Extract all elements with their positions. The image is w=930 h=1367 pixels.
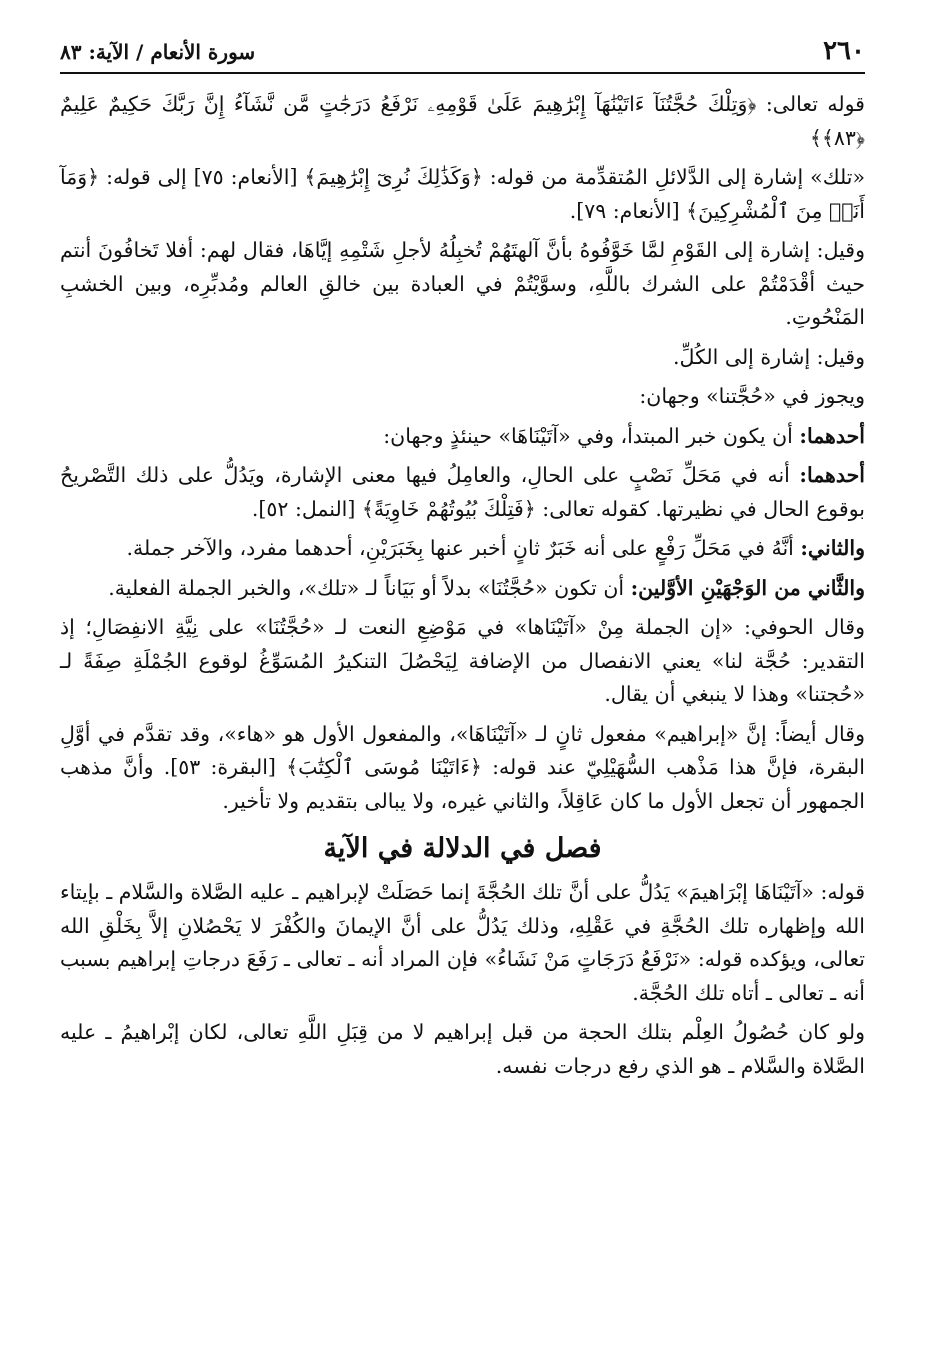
commentary-tilka: «تلك» إشارة إلى الدَّلائلِ المُتقدِّمة من قوله: ﴿وَكَذَٰلِكَ نُرِىٓ إِبْرَٰهِيمَ﴾ [الأنعام: ٧٥] إلى قوله: ﴿وَمَآ أَنَا۠ مِنَ ٱلْمُشْرِكِينَ﴾ [الأنعام: ٧٩]. [60,165,866,223]
commentary-qila-1: وقيل: إشارة إلى القَوْمِ لمَّا خَوَّفُوهُ بأنَّ آلهتَهُمْ تُخبِلُهُ لأجلِ شَتْمِهِ إيَّاهَا، فقال لهم: أفلا تَخافُونَ أنتم حيث أقْدَمْتُمْ على الشرك باللَّهِ، وسوَّيْتُمْ في العبادة بين خالقِ العالم ومُدبِّرِه، وبين الخشبِ المَنْحُوتِ. [60,238,865,329]
commentary-thani: والثاني: أنَّهُ في مَحَلِّ رَفْعٍ على أنه خَبَرٌ ثانٍ أخبر عنها بِخَبَرَيْنِ، أحدهما مفرد، والآخر جملة. [126,536,865,560]
section-para-1: قوله: «آتَيْنَاهَا إبْرَاهيمَ» يَدُلُّ على أنَّ تلك الحُجَّةَ إنما حَصَلَتْ لإبراهيم ـ عليه الصَّلاة والسَّلام ـ بإيتاء الله وإظهاره تلك الحُجَّةِ في عَقْلِهِ، وذلك يَدُلُّ على أنَّ الإيمانَ والكُفْرَ لا يَحْصُلانِ إلاَّ بِخَلْقِ الله تعالى، ويؤكده قوله: «نَرْفَعُ دَرَجَاتٍ مَنْ نَشَاءُ» فإن المراد أنه ـ تعالى ـ رَفَعَ درجاتِ إبراهيم بسبب أنه ـ تعالى ـ أتاه تلك الحُجَّة. [60,880,865,1005]
commentary-qila-2: وقيل: إشارة إلى الكُلِّ. [673,344,865,369]
main-text [60,88,865,1083]
commentary-ahaduhuma-1: أحدهما: أن يكون خبر المبتدأ، وفي «آتَيْنَاهَا» حينئذٍ وجهان: [383,423,865,448]
commentary-aydan: وقال أيضاً: إنَّ «إبراهيم» مفعول ثانٍ لـ «آتَيْنَاهَا»، والمفعول الأول هو «هاء»، وقد تقدَّم في أوَّلِ البقرة، فإنَّ هذا مَذْهب السُّهَيْلِيّ عند قوله: ﴿ءَاتَيْنَا مُوسَى ٱلْكِتَٰبَ﴾ [البقرة: ٥٣]. وأنَّ مذهب الجمهور أن تجعل الأول ما كان عَاقِلاً، والثاني غيره، ولا يبالى بتقديم ولا تأخير. [60,721,865,813]
section-title: فصل في الدلالة في الآية [323,833,602,864]
lead-term: والثاني: [800,536,865,560]
surah-verse-label: سورة الأنعام / الآية: ٨٣ [60,40,256,64]
commentary-ahaduhuma-2: أحدهما: أنه في مَحَلِّ نَصْبٍ على الحالِ، والعامِلُ فيها معنى الإشارة، ويَدُلُّ على ذلك التَّصْريحُ بوقوع الحال في نظيرتها. كقوله تعالى: ﴿فَتِلْكَ بُيُوتُهُمْ خَاوِيَةً﴾ [النمل: ٥٢]. [60,463,865,521]
page-header [60,30,865,74]
lead-term: والثَّاني من الوَجْهَيْنِ الأوَّلين: [630,575,865,600]
lead-term: أحدهما: [799,423,865,448]
commentary-hawfi: وقال الحوفي: «إن الجملة مِنْ «آتَيْنَاها» في مَوْضِعِ النعت لـ «حُجَّتُنَا» على نِيَّةِ الانفِصَالِ؛ إذ التقدير: حُجَّة لنا» يعني الانفصال من الإضافة لِيَحْصُلَ التنكيرُ المُسَوِّغُ لوقوع الجُمْلَةِ صِفَةً لـ «حُجتنا» وهذا لا ينبغي أن يقال. [60,615,865,706]
page-number: ٢٦٠ [823,36,865,66]
lead-term: أحدهما: [799,463,865,487]
commentary-thani-wajhayn: والثَّاني من الوَجْهَيْنِ الأوَّلين: أن تكون «حُجَّتُنَا» بدلاً أو بَيَاناً لـ «تلك»، والخبر الجملة الفعلية. [108,575,865,600]
book-page [60,30,865,1089]
section-para-2: ولو كان حُصُولُ العِلْم بتلك الحجة من قبل إبراهيم لا من قِبَلِ اللَّهِ تعالى، لكان إبْراهيمُ ـ عليه الصَّلاة والسَّلام ـ هو الذي رفع درجات نفسه. [60,1020,865,1078]
verse-quote: قوله تعالى: ﴿وَتِلْكَ حُجَّتُنَآ ءَاتَيْنَٰهَآ إِبْرَٰهِيمَ عَلَىٰ قَوْمِهِۦ نَرْفَعُ دَرَجَٰتٍ مَّن نَّشَآءُ إِنَّ رَبَّكَ حَكِيمٌ عَلِيمٌ ﴿٨٣﴾﴾ [60,92,865,150]
commentary-wajhan: ويجوز في «حُجَّتنا» وجهان: [639,384,865,408]
